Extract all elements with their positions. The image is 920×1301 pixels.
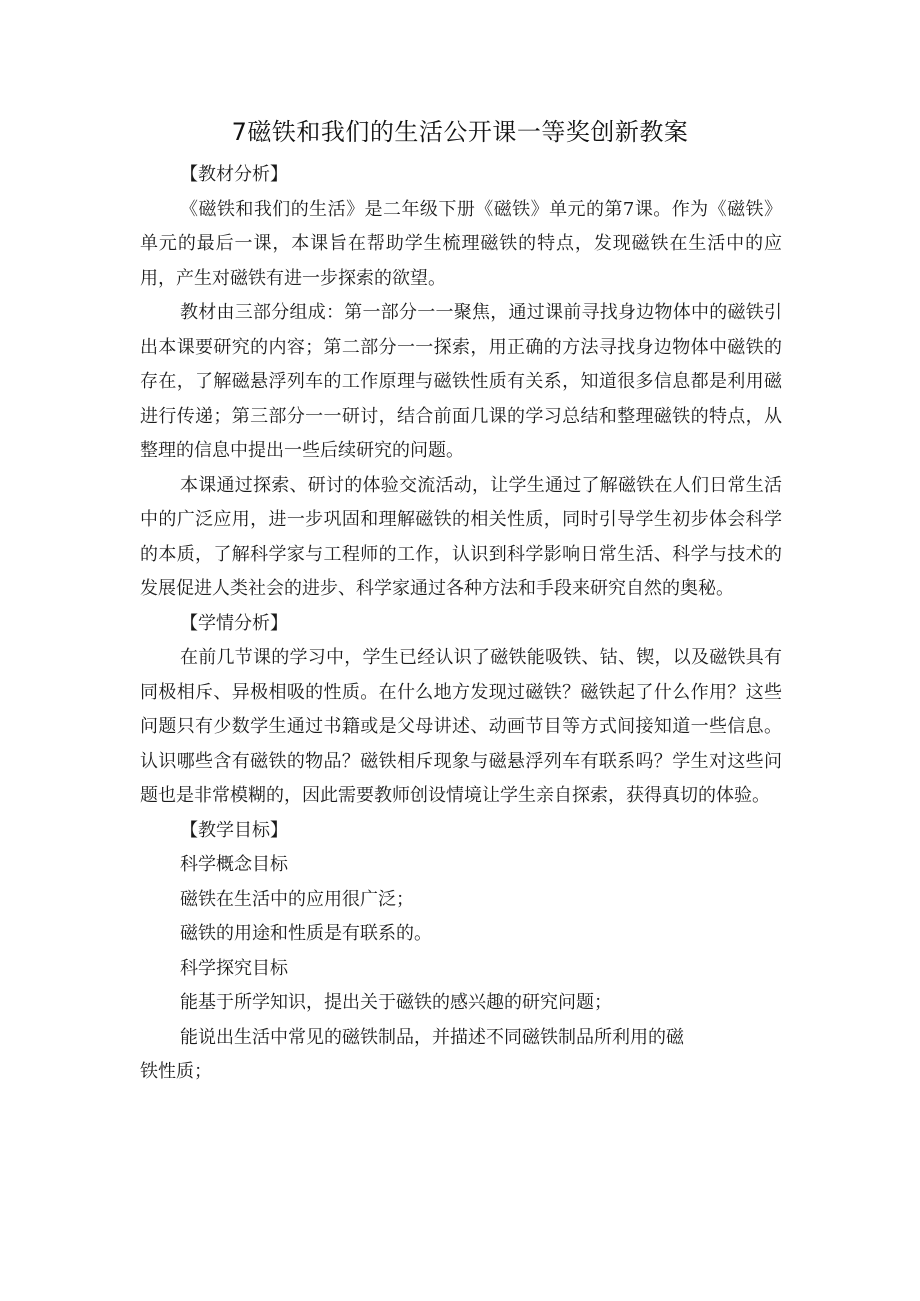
goal-inquiry-item-2-line-2: 铁性质； bbox=[140, 1061, 212, 1082]
paragraph-material-2: 教材由三部分组成：第一部分一一聚焦，通过课前寻找身边物体中的磁铁引出本课要研究的内容；第二部分一一探索，用正确的方法寻找身边物体中磁铁的存在，了解磁悬浮列车的工作原理与磁铁性质有关系，知道很多信息都是利用磁进行传递；第三部分一一研讨，结合前面几课的学习总结和整理磁铁的特点，从整理的信息中提出一些后续研究的问题。 bbox=[140, 302, 782, 461]
goal-inquiry-heading: 科学探究目标 bbox=[180, 957, 288, 979]
goal-concept-item-1: 磁铁在生活中的应用很广泛； bbox=[180, 888, 414, 910]
section-heading-material: 【教材分析】 bbox=[180, 164, 288, 185]
page-title: 7磁铁和我们的生活公开课一等奖创新教案 bbox=[231, 118, 689, 146]
paragraph-learner-1: 在前几节课的学习中，学生已经认识了磁铁能吸铁、钴、锲，以及磁铁具有同极相斥、异极相吸的性质。在什么地方发现过磁铁？磁铁起了什么作用？这些问题只有少数学生通过书籍或是父母讲述、动画节目等方式间接知道一些信息。认识哪些含有磁铁的物品？磁铁相斥现象与磁悬浮列车有联系吗？学生对这些问题也是非常模糊的，因此需要教师创设情境让学生亲自探索，获得真切的体验。 bbox=[140, 647, 782, 806]
paragraph-material-3: 本课通过探索、研讨的体验交流活动，让学生通过了解磁铁在人们日常生活中的广泛应用，进一步巩固和理解磁铁的相关性质，同时引导学生初步体会科学的本质，了解科学家与工程师的工作，认识到科学影响日常生活、科学与技术的发展促进人类社会的进步、科学家通过各种方法和手段来研究自然的奥秘。 bbox=[140, 474, 782, 599]
goal-concept-heading: 科学概念目标 bbox=[180, 854, 288, 875]
goal-concept-item-2: 磁铁的用途和性质是有联系的。 bbox=[180, 923, 432, 944]
goal-inquiry-item-1: 能基于所学知识，提出关于磁铁的感兴趣的研究问题； bbox=[180, 992, 612, 1013]
goal-inquiry-item-2-line-1: 能说出生活中常见的磁铁制品，并描述不同磁铁制品所利用的磁 bbox=[180, 1026, 684, 1048]
section-heading-goals: 【教学目标】 bbox=[180, 819, 288, 841]
section-heading-learner: 【学情分析】 bbox=[180, 612, 288, 634]
document-body bbox=[140, 158, 782, 1090]
paragraph-material-1: 《磁铁和我们的生活》是二年级下册《磁铁》单元的第7课。作为《磁铁》单元的最后一课，本课旨在帮助学生梳理磁铁的特点，发现磁铁在生活中的应用，产生对磁铁有进一步探索的欲望。 bbox=[140, 198, 782, 289]
